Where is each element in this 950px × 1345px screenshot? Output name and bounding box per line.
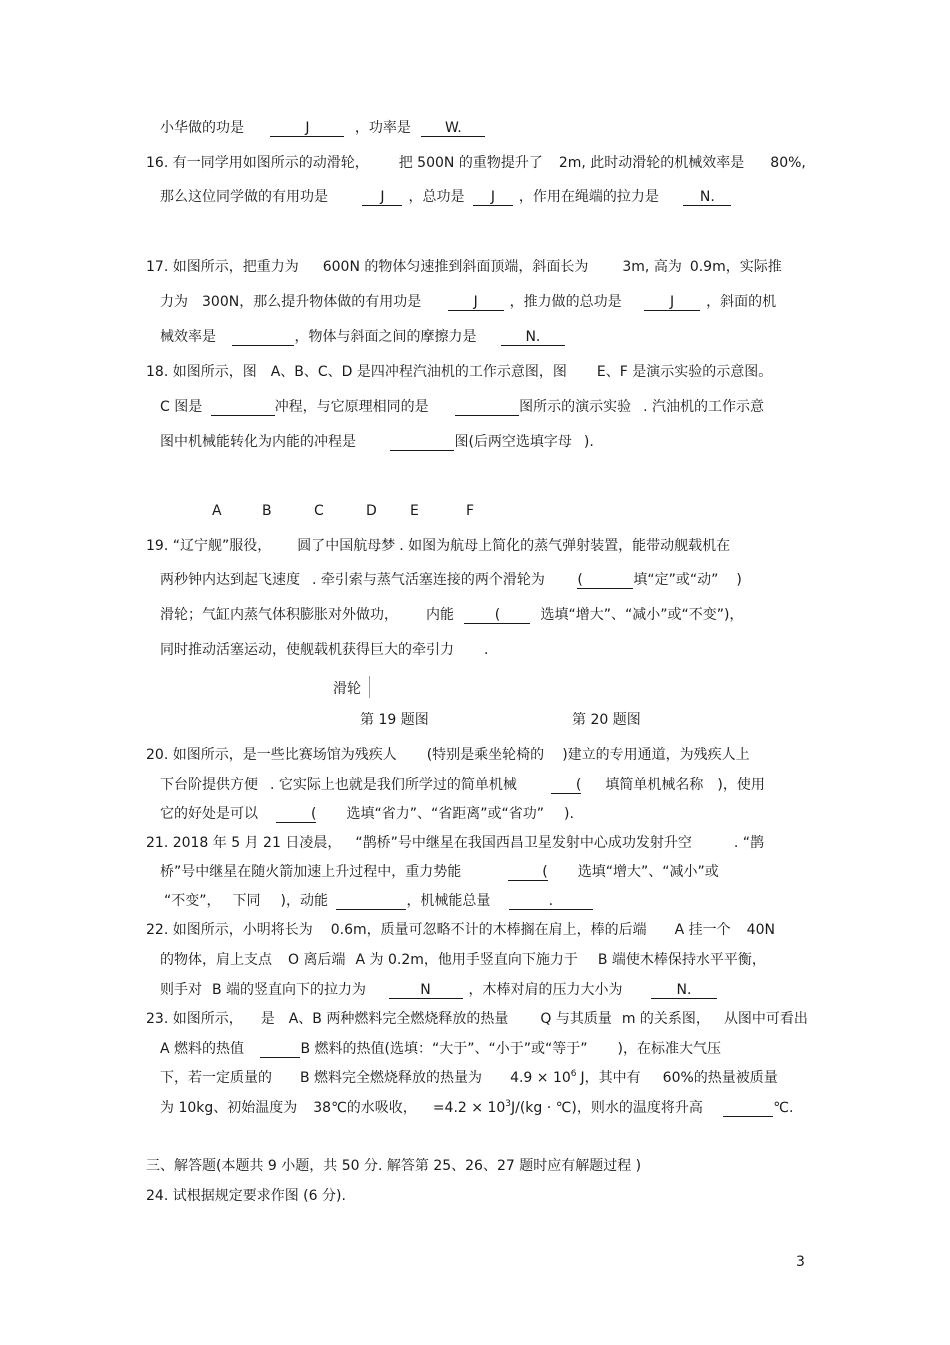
q23-line-2: A 燃料的热值 B 燃料的热值(选填：“大于”、“小于”或“等于” )，在标准大气压 xyxy=(160,1041,721,1057)
pulley-label: 滑轮 xyxy=(333,681,361,697)
q15-blank-1[interactable]: J xyxy=(270,120,344,137)
figure-label-c: C xyxy=(314,503,324,519)
q17-blank-3[interactable] xyxy=(232,329,294,346)
figure-19-caption: 第 19 题图 xyxy=(360,712,429,728)
q18-line-1: 18. 如图所示，图 A、B、C、D 是四冲程汽油机的工作示意图，图 E、F 是演示实验的示意图。 xyxy=(146,364,773,380)
q23-blank-2[interactable] xyxy=(723,1100,773,1117)
q17-line-3: 械效率是 ，物体与斜面之间的摩擦力是 N. xyxy=(160,328,565,346)
figure-label-d: D xyxy=(366,503,377,519)
q19-line-4: 同时推动活塞运动，使舰载机获得巨大的牵引力 . xyxy=(160,642,489,658)
q24-text: 24. 试根据规定要求作图 (6 分). xyxy=(146,1188,346,1204)
q19-line-2: 两秒钟内达到起飞速度 . 牵引索与蒸气活塞连接的两个滑轮为 ( 填“定”或“动” ) xyxy=(160,572,742,588)
q22-line-3: 则手对 B 端的竖直向下的拉力为 N ，木棒对肩的压力大小为 N. xyxy=(160,981,717,999)
q15-text: 小华做的功是 xyxy=(160,120,244,136)
q20-blank-1[interactable]: ( xyxy=(551,777,581,794)
q18-blank-1[interactable] xyxy=(211,399,275,416)
q18-line-3: 图中机械能转化为内能的冲程是 图(后两空选填字母 ). xyxy=(160,434,594,450)
q19-blank-1[interactable]: ( xyxy=(577,572,633,589)
q21-line-1: 21. 2018 年 5 月 21 日凌晨， “鹊桥”号中继星在我国西昌卫星发射中心成功发射升空 . “鹊 xyxy=(146,835,764,851)
page-number: 3 xyxy=(796,1254,805,1270)
figure-20-caption: 第 20 题图 xyxy=(572,712,641,728)
q18-line-2: C 图是 冲程，与它原理相同的是 图所示的演示实验 . 汽油机的工作示意 xyxy=(160,399,765,415)
q19-line-1: 19. “辽宁舰”服役， 圆了中国航母梦 . 如图为航母上简化的蒸气弹射装置，能带动舰载机在 xyxy=(146,538,731,554)
q16-blank-1[interactable]: J xyxy=(362,189,402,206)
q16-line-1: 16. 有一同学用如图所示的动滑轮， 把 500N 的重物提升了 2m, 此时动滑轮的机械效率是 80%, xyxy=(146,155,806,171)
q23-line-4: 为 10kg、初始温度为 38℃的水吸收， $=4.2 \times 10^3J/(kg$ · ℃)，则水的温度将升高 ℃. xyxy=(160,1099,794,1116)
q21-blank-2[interactable] xyxy=(336,893,406,910)
q15-blank-2[interactable]: W. xyxy=(421,120,485,137)
q20-blank-2[interactable]: ( xyxy=(276,806,316,823)
q18-blank-2[interactable] xyxy=(455,399,519,416)
figure-label-b: B xyxy=(262,503,272,519)
q15-line: 小华做的功是 J ，功率是 W. xyxy=(160,119,485,137)
q22-line-2: 的物体，肩上支点 O 离后端 A 为 0.2m，他用手竖直向下施力于 B 端使木棒保持水平平衡， xyxy=(160,952,766,968)
q21-line-3: “不变”， 下同 )，动能 ，机械能总量 . xyxy=(164,892,593,910)
q22-blank-2[interactable]: N. xyxy=(651,982,717,999)
q18-blank-3[interactable] xyxy=(390,434,454,451)
q20-line-1: 20. 如图所示，是一些比赛场馆为残疾人 (特别是乘坐轮椅的 )建立的专用通道，为残疾人上 xyxy=(146,747,750,763)
q21-line-2: 桥”号中继星在随火箭加速上升过程中，重力势能 ( 选填“增大”、“减小”或 xyxy=(160,864,719,880)
q17-line-2: 力为 300N，那么提升物体做的有用功是 J ，推力做的总功是 J ，斜面的机 xyxy=(160,294,777,310)
q16-line-2: 那么这位同学做的有用功是 J ，总功是 J ，作用在绳端的拉力是 N. xyxy=(160,188,731,206)
q22-blank-1[interactable]: N xyxy=(389,982,463,999)
q16-blank-3[interactable]: N. xyxy=(683,189,731,206)
figure-label-f: F xyxy=(466,503,475,519)
q20-line-3: 它的好处是可以 ( 选填“省力”、“省距离”或“省功” ). xyxy=(160,806,574,822)
q19-line-3: 滑轮；气缸内蒸气体积膨胀对外做功， 内能 ( 选填“增大”、“减小”或“不变”)， xyxy=(160,607,744,623)
q17-blank-1[interactable]: J xyxy=(448,294,504,311)
q19-blank-2[interactable]: ( xyxy=(464,607,530,624)
q22-line-1: 22. 如图所示，小明将长为 0.6m，质量可忽略不计的木棒搁在肩上，棒的后端 A 挂一个 40N xyxy=(146,922,775,938)
figure-label-e: E xyxy=(410,503,419,519)
q17-blank-2[interactable]: J xyxy=(644,294,700,311)
q17-line-1: 17. 如图所示，把重力为 600N 的物体匀速推到斜面顶端，斜面长为 3m, 高为 0.9m，实际推 xyxy=(146,259,782,275)
q21-blank-3[interactable]: . xyxy=(509,893,593,910)
q21-blank-1[interactable]: ( xyxy=(508,864,548,881)
q23-line-1: 23. 如图所示， 是 A、B 两种燃料完全燃烧释放的热量 Q 与其质量 m 的关系图， 从图中可看出 xyxy=(146,1011,808,1027)
q23-line-3: 下，若一定质量的 B 燃料完全燃烧释放的热量为 $4.9 \times 10^6$ J，其中有 60%的热量被质量 xyxy=(160,1069,778,1086)
section-3-title: 三、解答题(本题共 9 小题，共 50 分. 解答第 25、26、27 题时应有解题过程 ) xyxy=(146,1158,642,1174)
q17-blank-4[interactable]: N. xyxy=(501,329,565,346)
q23-blank-1[interactable] xyxy=(260,1041,300,1058)
figure-label-a: A xyxy=(212,503,222,519)
figure-fragment-line xyxy=(369,676,370,698)
q16-blank-2[interactable]: J xyxy=(473,189,513,206)
q20-line-2: 下台阶提供方便 . 它实际上也就是我们所学过的简单机械 ( 填简单机械名称 )，使用 xyxy=(160,777,765,793)
